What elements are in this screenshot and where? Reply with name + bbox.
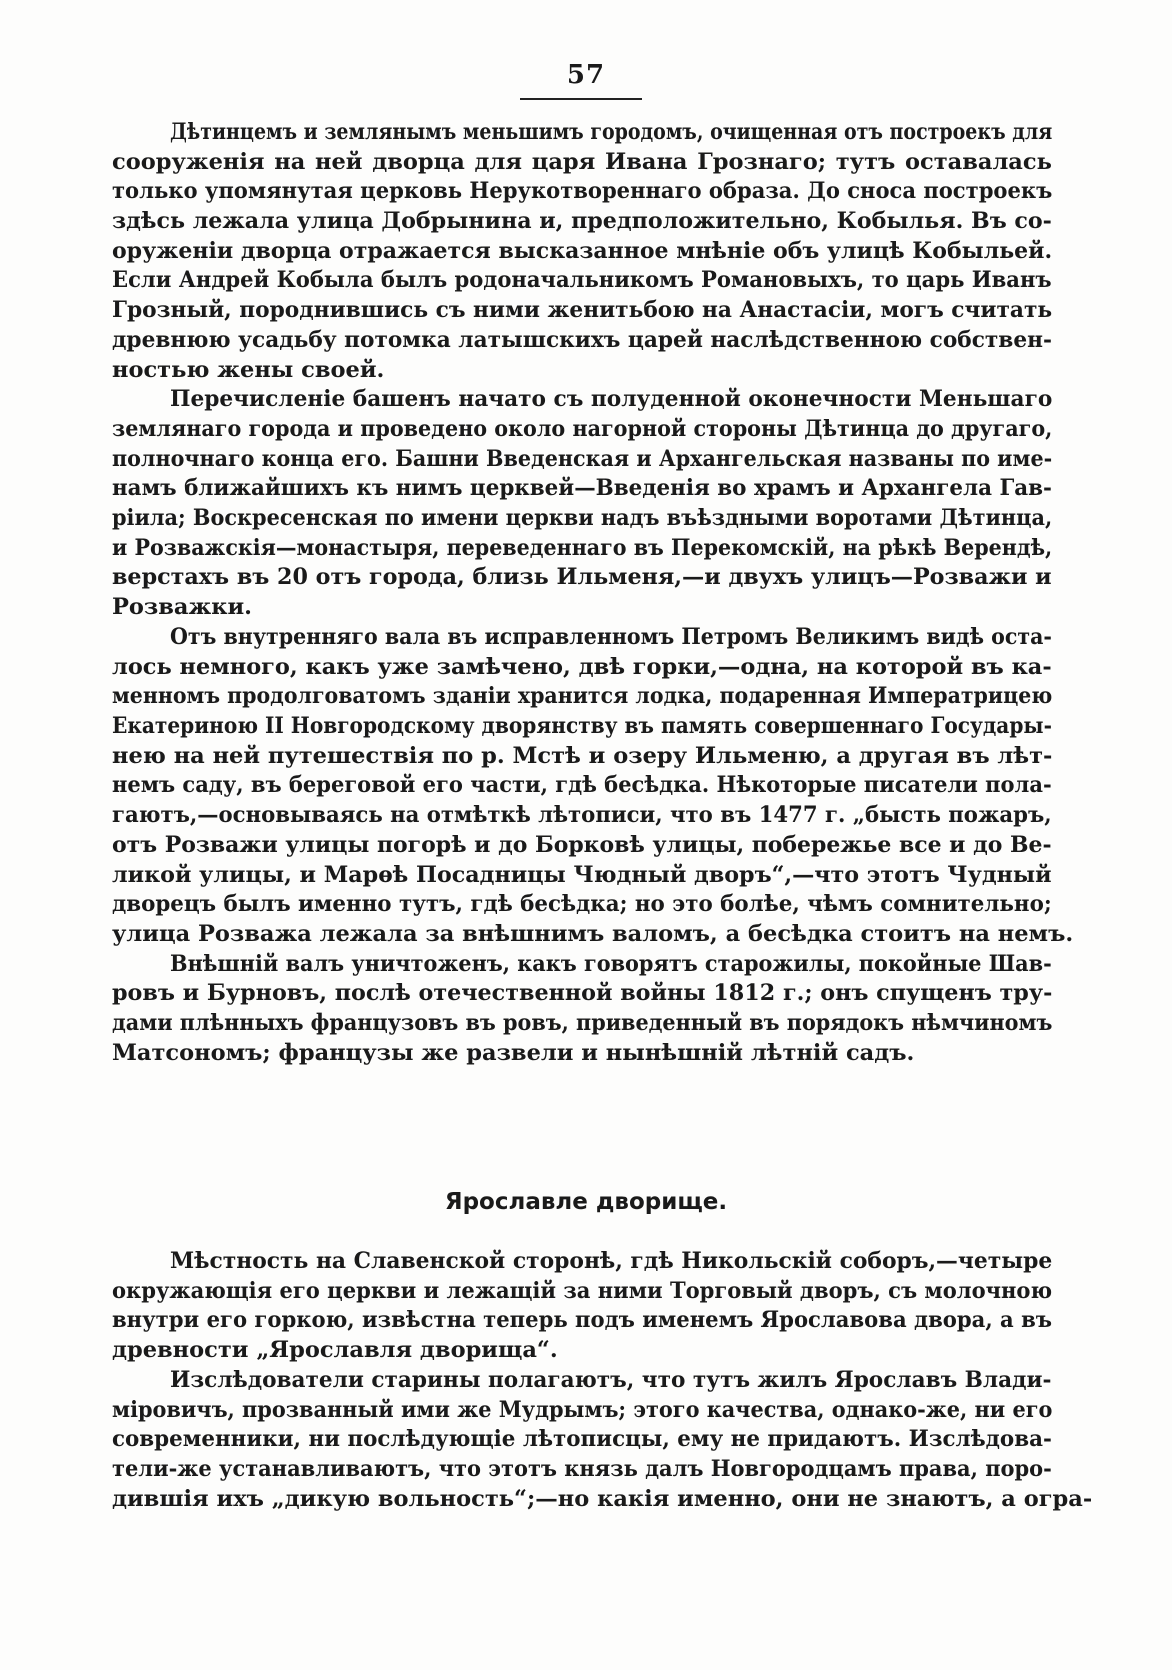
page-number: 57	[566, 60, 606, 90]
text-line: ровъ и Бурновъ, послѣ отечественной войны 1812 г.; онъ спущенъ тру-	[112, 980, 1053, 1006]
text-line: древнюю усадьбу потомка латышскихъ царей наслѣдственною собствен-	[112, 327, 1052, 353]
text-line: современники, ни послѣдующіе лѣтописцы, ему не придаютъ. Изслѣдова-	[112, 1426, 1052, 1452]
text-line: Матсономъ; французы же развели и нынѣшній лѣтній садъ.	[112, 1040, 915, 1066]
text-line: Дѣтинцемъ и землянымъ меньшимъ городомъ, очищенная отъ построекъ для	[170, 119, 1053, 145]
text-line: внутри его горкою, извѣстна теперь подъ именемъ Ярославова двора, а въ	[112, 1307, 1052, 1333]
text-line: Екатериною II Новгородскому дворянству въ память совершеннаго Государы-	[112, 713, 1052, 739]
text-line: верстахъ въ 20 отъ города, близь Ильменя,—и двухъ улицъ—Розважи и	[112, 564, 1052, 590]
text-line: ріила; Воскресенская по имени церкви надъ въѣздными воротами Дѣтинца,	[112, 505, 1053, 531]
text-line: дами плѣнныхъ французовъ въ ровъ, приведенный въ порядокъ нѣмчиномъ	[112, 1010, 1053, 1036]
text-line: менномъ продолговатомъ зданіи хранится лодка, подаренная Императрицею	[112, 683, 1053, 709]
text-line: Перечисленіе башенъ начато съ полуденной оконечности Меньшаго	[170, 386, 1053, 412]
text-line: ностью жены своей.	[112, 357, 385, 383]
text-line: землянаго города и проведено около нагорной стороны Дѣтинца до другаго,	[112, 416, 1053, 442]
text-line: только упомянутая церковь Нерукотвореннаго образа. До сноса построекъ	[112, 178, 1053, 204]
text-line: дившія ихъ „дикую вольность“;—но какія именно, они не знаютъ, а огра-	[112, 1486, 1093, 1512]
text-line: здѣсь лежала улица Добрынина и, предположительно, Кобылья. Въ со-	[112, 208, 1052, 234]
text-line: тели-же устанавливаютъ, что этотъ князь далъ Новгородцамъ права, поро-	[112, 1456, 1052, 1482]
text-line: нею на ней путешествія по р. Мстѣ и озеру Ильменю, а другая въ лѣт-	[112, 743, 1053, 769]
text-line: ликой улицы, и Марѳѣ Посадницы Чюдный дворъ“,—что этотъ Чудный	[112, 862, 1052, 888]
text-line: полночнаго конца его. Башни Введенская и Архангельская названы по име-	[112, 446, 1053, 472]
text-line: оруженіи дворца отражается высказанное мнѣніе объ улицѣ Кобыльей.	[112, 238, 1053, 264]
text-line: улица Розважа лежала за внѣшнимъ валомъ, а бесѣдка стоитъ на немъ.	[112, 921, 1074, 947]
text-line: міровичъ, прозванный ими же Мудрымъ; этого качества, однако-же, ни его	[112, 1397, 1053, 1423]
text-line: отъ Розважи улицы погорѣ и до Борковѣ улицы, побережье все и до Ве-	[112, 832, 1052, 858]
text-line: и Розважскія—монастыря, переведеннаго въ Перекомскій, на рѣкѣ Верендѣ,	[112, 535, 1053, 561]
section-title: Ярославле дворище.	[444, 1189, 728, 1215]
text-line: Изслѣдователи старины полагаютъ, что тутъ жилъ Ярославъ Влади-	[170, 1367, 1052, 1393]
text-line: Грозный, породнившись съ ними женитьбою на Анастасіи, могъ считать	[112, 297, 1053, 323]
text-line: сооруженія на ней дворца для царя Ивана Грознаго; тутъ оставалась	[112, 149, 1052, 175]
text-line: Внѣшній валъ уничтоженъ, какъ говорятъ старожилы, покойные Шав-	[170, 951, 1052, 977]
text-line: гаютъ,—основываясь на отмѣткѣ лѣтописи, что въ 1477 г. „бысть пожаръ,	[112, 802, 1052, 828]
text-line: Отъ внутренняго вала въ исправленномъ Петромъ Великимъ видѣ оста-	[170, 624, 1052, 650]
text-line: немъ саду, въ береговой его части, гдѣ бесѣдка. Нѣкоторые писатели пола-	[112, 772, 1052, 798]
text-line: древности „Ярославля дворища“.	[112, 1337, 558, 1363]
text-line: дворецъ былъ именно тутъ, гдѣ бесѣдка; но это болѣе, чѣмъ сомнительно;	[112, 891, 1052, 917]
text-line: Розважки.	[112, 594, 252, 620]
text-line: лось немного, какъ уже замѣчено, двѣ горки,—одна, на которой въ ка-	[112, 654, 1052, 680]
text-line: окружающія его церкви и лежащій за ними Торговый дворъ, съ молочною	[112, 1278, 1053, 1304]
header-rule	[520, 98, 642, 100]
text-line: Мѣстность на Славенской сторонѣ, гдѣ Никольскій соборъ,—четыре	[170, 1248, 1053, 1274]
text-line: Если Андрей Кобыла былъ родоначальникомъ Романовыхъ, то царь Иванъ	[112, 267, 1052, 293]
text-line: намъ ближайшихъ къ нимъ церквей—Введенія во храмъ и Архангела Гав-	[112, 475, 1052, 501]
